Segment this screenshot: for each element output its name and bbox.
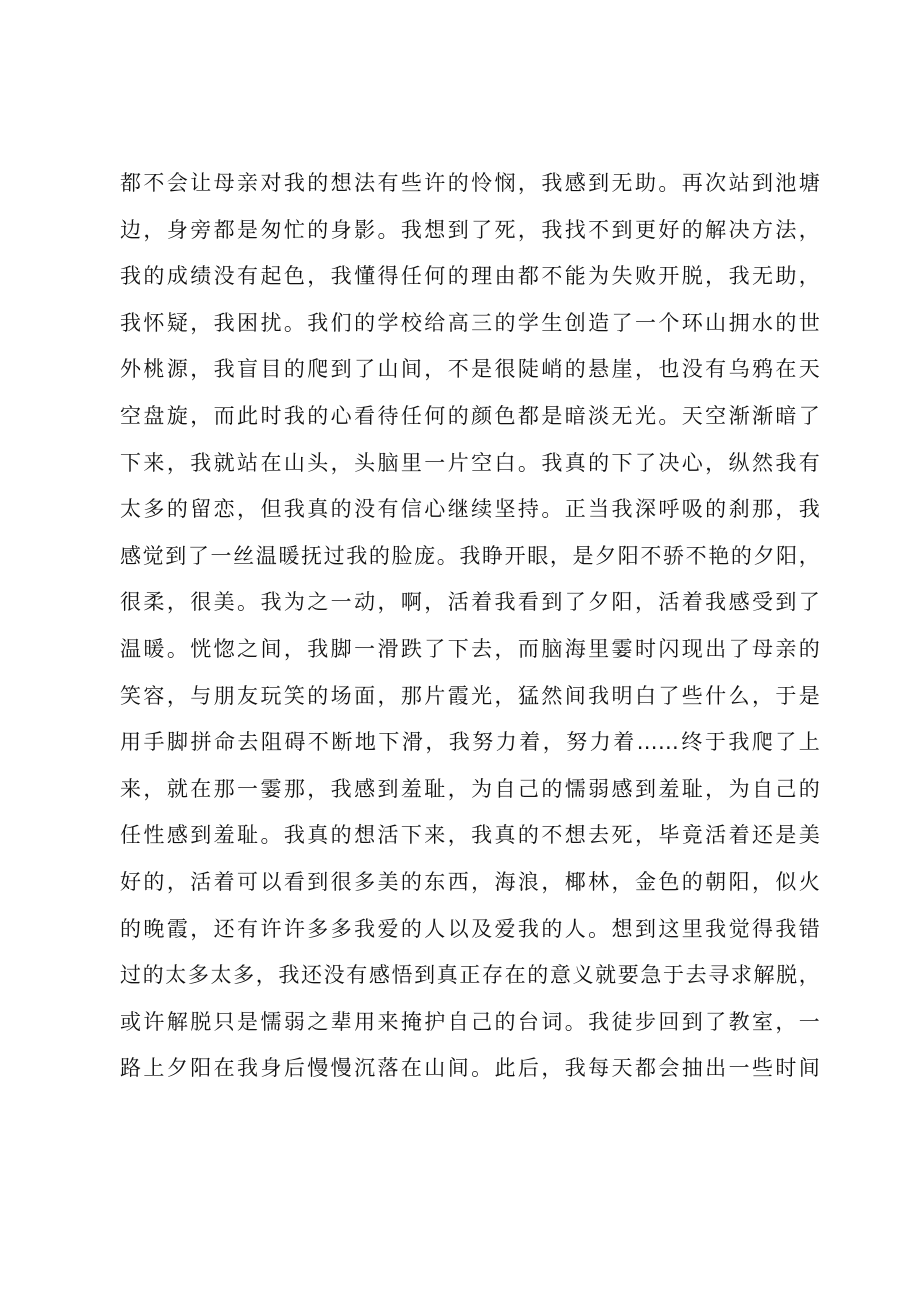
text-line: 过的太多太多，我还没有感悟到真正存在的意义就要急于去寻求解脱， — [120, 963, 820, 988]
text-line: 很柔，很美。我为之一动，啊，活着我看到了夕阳，活着我感受到了 — [120, 590, 820, 615]
text-line: 感觉到了一丝温暖抚过我的脸庞。我睁开眼，是夕阳不骄不艳的夕阳， — [120, 543, 820, 568]
text-line: 或许解脱只是懦弱之辈用来掩护自己的台词。我徒步回到了教室，一 — [120, 1009, 820, 1034]
text-line: 太多的留恋，但我真的没有信心继续坚持。正当我深呼吸的刹那，我 — [120, 497, 820, 522]
text-line: 我的成绩没有起色，我懂得任何的理由都不能为失败开脱，我无助， — [120, 264, 820, 289]
text-line: 边，身旁都是匆忙的身影。我想到了死，我找不到更好的解决方法， — [120, 217, 820, 242]
text-line: 下来，我就站在山头，头脑里一片空白。我真的下了决心，纵然我有 — [120, 450, 820, 475]
text-line: 来，就在那一霎那，我感到羞耻，为自己的懦弱感到羞耻，为自己的 — [120, 776, 820, 801]
text-line: 外桃源，我盲目的爬到了山间，不是很陡峭的悬崖，也没有乌鸦在天 — [120, 357, 820, 382]
text-line: 我怀疑，我困扰。我们的学校给高三的学生创造了一个环山拥水的世 — [120, 310, 820, 335]
text-line: 任性感到羞耻。我真的想活下来，我真的不想去死，毕竟活着还是美 — [120, 823, 820, 848]
text-line: 好的，活着可以看到很多美的东西，海浪，椰林，金色的朝阳，似火 — [120, 869, 820, 894]
text-line: 用手脚拼命去阻碍不断地下滑，我努力着，努力着……终于我爬了上 — [120, 730, 820, 755]
text-line: 空盘旋，而此时我的心看待任何的颜色都是暗淡无光。天空渐渐暗了 — [120, 403, 820, 428]
text-line: 笑容，与朋友玩笑的场面，那片霞光，猛然间我明白了些什么，于是 — [120, 683, 820, 708]
text-line: 的晚霞，还有许许多多我爱的人以及爱我的人。想到这里我觉得我错 — [120, 916, 820, 941]
text-line: 都不会让母亲对我的想法有些许的怜悯，我感到无助。再次站到池塘 — [120, 171, 820, 195]
text-line: 路上夕阳在我身后慢慢沉落在山间。此后，我每天都会抽出一些时间 — [120, 1056, 820, 1081]
text-line: 温暖。恍惚之间，我脚一滑跌了下去，而脑海里霎时闪现出了母亲的 — [120, 636, 820, 661]
body-text — [120, 160, 820, 1092]
